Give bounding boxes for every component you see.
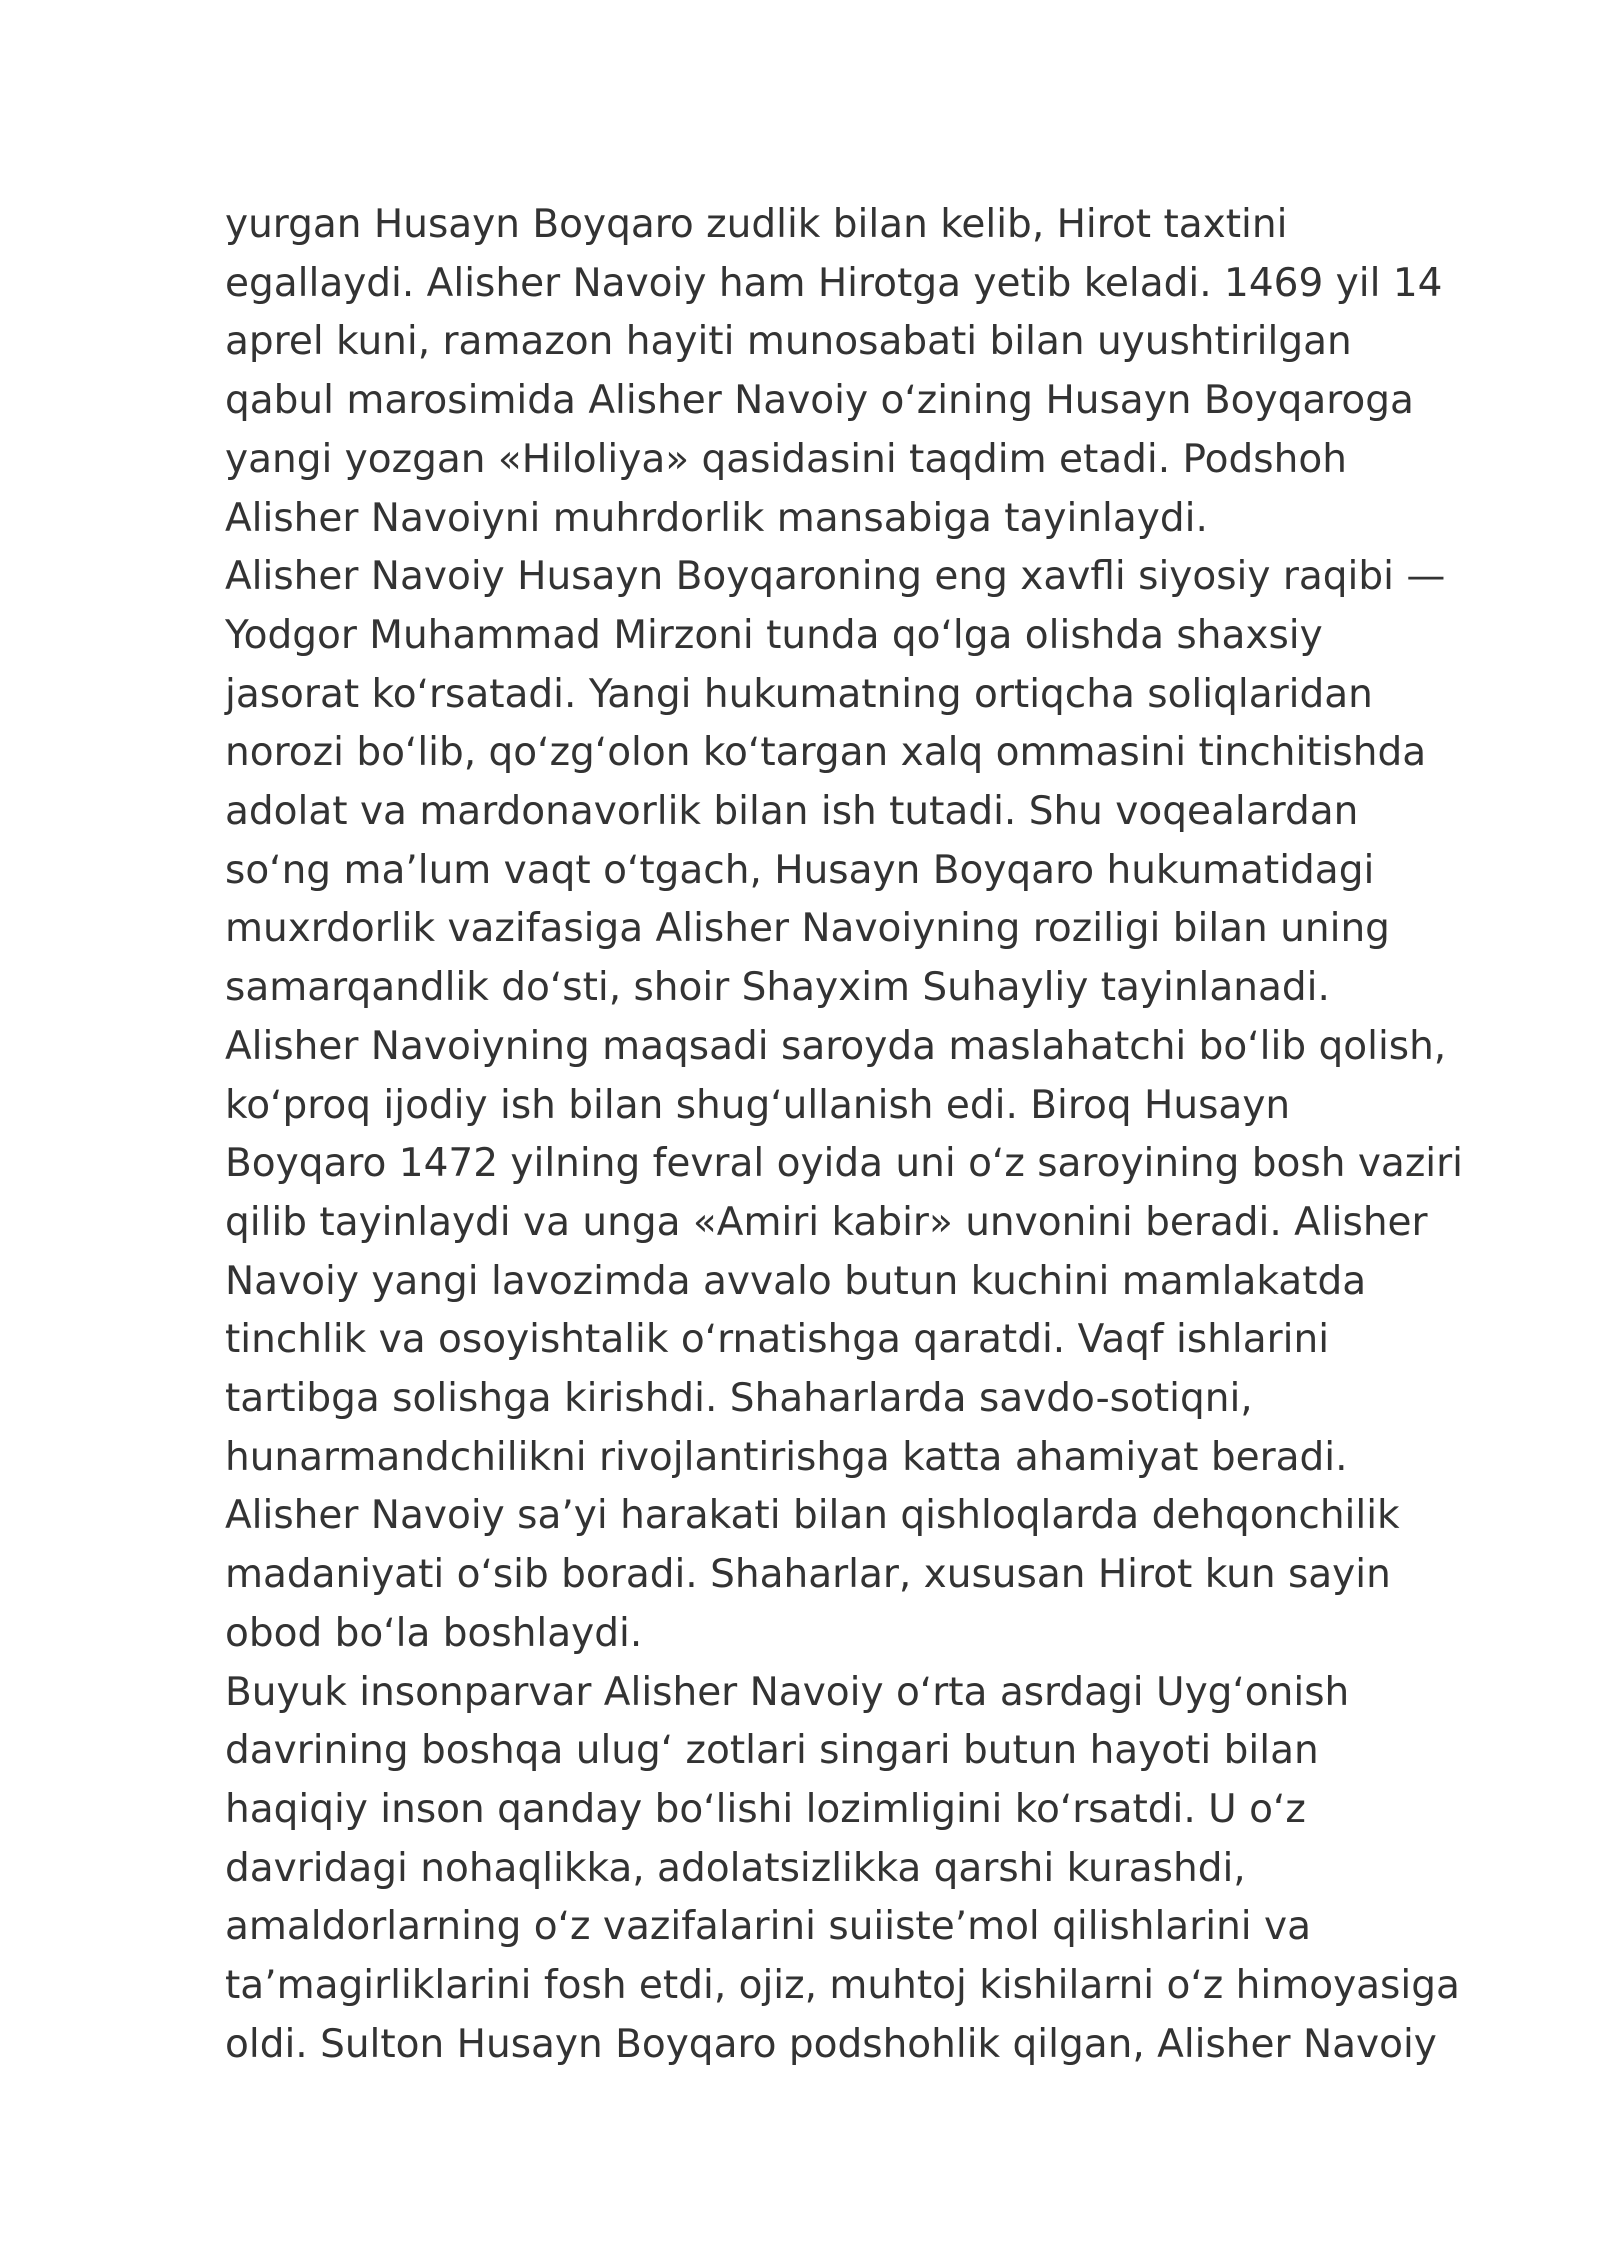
text-line: qilib tayinlaydi va unga «Amiri kabir» unvonini beradi. Alisher bbox=[225, 1199, 1428, 1245]
text-line: Alisher Navoiy saʼyi harakati bilan qishloqlarda dehqonchilik bbox=[225, 1493, 1400, 1539]
text-line: Alisher Navoiy Husayn Boyqaroning eng xavfli siyosiy raqibi — bbox=[225, 554, 1446, 600]
text-line: yangi yozgan «Hiloliya» qasidasini taqdim etadi. Podshoh bbox=[225, 436, 1347, 482]
text-line: Navoiy yangi lavozimda avvalo butun kuchini mamlakatda bbox=[225, 1258, 1367, 1304]
text-line: tartibga solishga kirishdi. Shaharlarda savdo-sotiqni, bbox=[225, 1376, 1253, 1422]
text-line: koʻproq ijodiy ish bilan shugʻullanish edi. Biroq Husayn bbox=[225, 1082, 1291, 1128]
text-line: yurgan Husayn Boyqaro zudlik bilan kelib, Hirot taxtini bbox=[225, 202, 1288, 247]
text-line: hunarmandchilikni rivojlantirishga katta ahamiyat beradi. bbox=[225, 1434, 1348, 1480]
text-line: Alisher Navoiyni muhrdorlik mansabiga tayinlaydi. bbox=[225, 495, 1208, 541]
body-text bbox=[225, 196, 1525, 2075]
text-line: qabul marosimida Alisher Navoiy oʻzining Husayn Boyqaroga bbox=[225, 378, 1414, 424]
text-line: Yodgor Muhammad Mirzoni tunda qoʻlga olishda shaxsiy bbox=[225, 612, 1323, 658]
text-line: Buyuk insonparvar Alisher Navoiy oʻrta asrdagi Uygʻonish bbox=[225, 1669, 1350, 1715]
text-line: davridagi nohaqlikka, adolatsizlikka qarshi kurashdi, bbox=[225, 1845, 1246, 1891]
text-line: haqiqiy inson qanday boʻlishi lozimligini koʻrsatdi. U oʻz bbox=[225, 1786, 1306, 1832]
text-line: jasorat koʻrsatadi. Yangi hukumatning ortiqcha soliqlaridan bbox=[225, 671, 1373, 717]
text-line: madaniyati oʻsib boradi. Shaharlar, xususan Hirot kun sayin bbox=[225, 1552, 1391, 1598]
text-line: samarqandlik doʻsti, shoir Shayxim Suhayliy tayinlanadi. bbox=[225, 965, 1330, 1011]
text-line: tinchlik va osoyishtalik oʻrnatishga qaratdi. Vaqf ishlarini bbox=[225, 1317, 1330, 1363]
text-line: davrining boshqa ulugʻ zotlari singari butun hayoti bilan bbox=[225, 1728, 1319, 1774]
text-line: taʼmagirliklarini fosh etdi, ojiz, muhtoj kishilarni oʻz himoyasiga bbox=[225, 1963, 1460, 2009]
text-line: muxrdorlik vazifasiga Alisher Navoiyning roziligi bilan uning bbox=[225, 906, 1390, 952]
text-line: oldi. Sulton Husayn Boyqaro podshohlik qilgan, Alisher Navoiy bbox=[225, 2021, 1437, 2067]
text-line: aprel kuni, ramazon hayiti munosabati bilan uyushtirilgan bbox=[225, 319, 1352, 365]
text-line: adolat va mardonavorlik bilan ish tutadi. Shu voqealardan bbox=[225, 789, 1359, 835]
text-line: amaldorlarning oʻz vazifalarini suiisteʼmol qilishlarini va bbox=[225, 1904, 1312, 1950]
text-line: Alisher Navoiyning maqsadi saroyda maslahatchi boʻlib qolish, bbox=[225, 1023, 1447, 1069]
text-line: obod boʻla boshlaydi. bbox=[225, 1610, 643, 1656]
text-line: Boyqaro 1472 yilning fevral oyida uni oʻz saroyining bosh vaziri bbox=[225, 1141, 1464, 1187]
text-line: soʻng maʼlum vaqt oʻtgach, Husayn Boyqaro hukumatidagi bbox=[225, 847, 1375, 893]
text-line: egallaydi. Alisher Navoiy ham Hirotga yetib keladi. 1469 yil 14 bbox=[225, 260, 1443, 306]
text-line: norozi boʻlib, qoʻzgʻolon koʻtargan xalq ommasini tinchitishda bbox=[225, 730, 1427, 776]
